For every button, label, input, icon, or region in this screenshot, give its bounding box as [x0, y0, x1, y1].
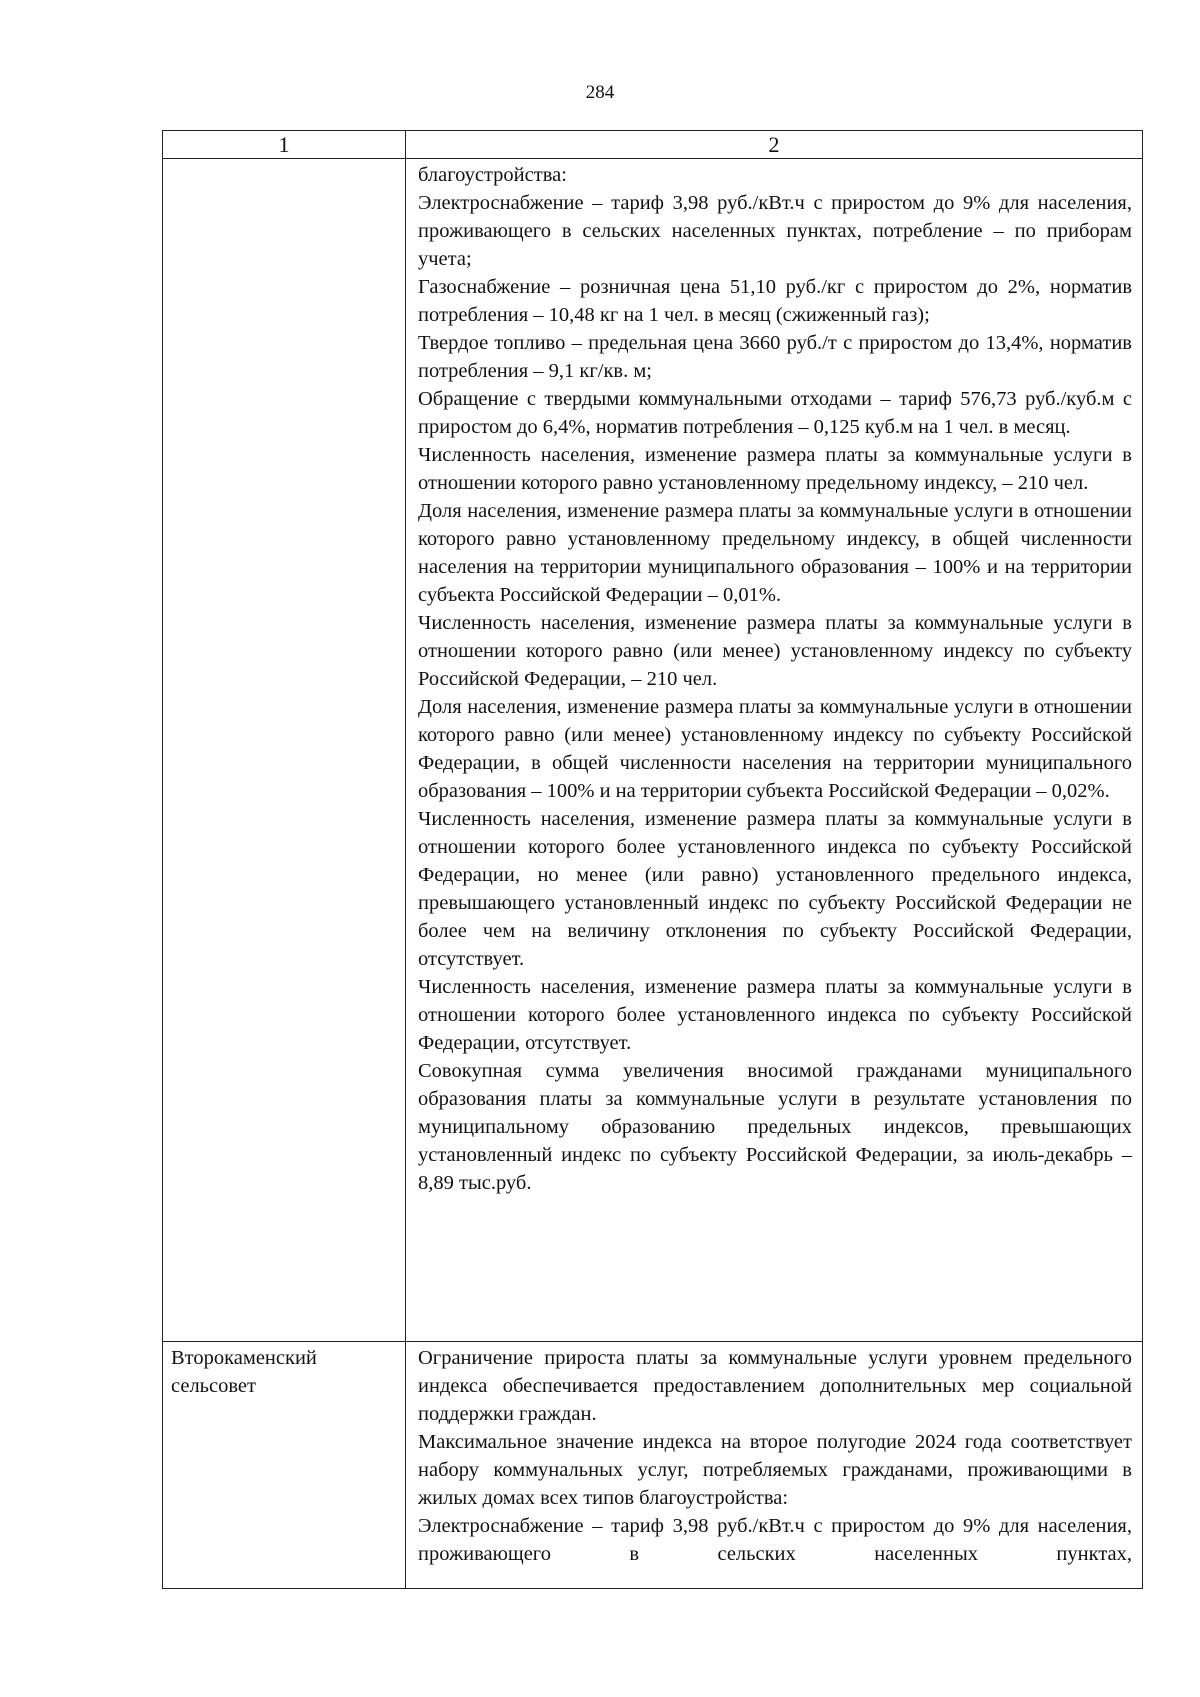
paragraph: благоустройства: [418, 164, 567, 186]
paragraph: Численность населения, изменение размера платы за коммунальные услуги в отношении которого более установленного индекса по субъекту Российской Федерации, но менее (или равно) установленного предельного индекса, превышающего установленный индекс по субъекту Российской Федерации не более чем на величину отклонения по субъекту Российской Федерации, отсутствует. [418, 808, 1132, 970]
paragraph: Численность населения, изменение размера платы за коммунальные услуги в отношении которого более установленного индекса по субъекту Российской Федерации, отсутствует. [418, 976, 1132, 1054]
description-cell [406, 159, 1143, 1342]
paragraph: Электроснабжение – тариф 3,98 руб./кВт.ч с приростом до 9% для населения, проживающего в сельских населенных пунктах, [418, 1515, 1132, 1565]
paragraph: Обращение с твердыми коммунальными отходами – тариф 576,73 руб./куб.м с приростом до 6,4%, норматив потребления – 0,125 куб.м на 1 чел. в месяц. [418, 388, 1132, 438]
description-cell [406, 1342, 1143, 1589]
municipality-name-line: Второкаменский [171, 1347, 317, 1369]
paragraph: Доля населения, изменение размера платы за коммунальные услуги в отношении которого равно (или менее) установленному индексу по субъекту Российской Федерации, в общей численности населения на территории муниципального образования – 100% и на территории субъекта Российской Федерации – 0,02%. [418, 696, 1132, 802]
page-number: 284 [585, 82, 615, 103]
column-header-1: 1 [163, 131, 406, 159]
column-header-2: 2 [406, 131, 1143, 159]
paragraph: Доля населения, изменение размера платы за коммунальные услуги в отношении которого равно установленному предельному индексу, в общей численности населения на территории муниципального образования – 100% и на территории субъекта Российской Федерации – 0,01%. [418, 500, 1132, 606]
paragraph: Численность населения, изменение размера платы за коммунальные услуги в отношении которого равно установленному предельному индексу, – 210 чел. [418, 444, 1132, 494]
paragraph: Максимальное значение индекса на второе полугодие 2024 года соответствует набору коммунальных услуг, потребляемых гражданами, проживающими в жилых домах всех типов благоустройства: [418, 1431, 1132, 1509]
paragraph: Численность населения, изменение размера платы за коммунальные услуги в отношении которого равно (или менее) установленному индексу по субъекту Российской Федерации, – 210 чел. [418, 612, 1132, 690]
document-table [162, 130, 1143, 1589]
table-row [163, 159, 1143, 1342]
municipality-name-line: сельсовет [171, 1375, 256, 1397]
paragraph: Совокупная сумма увеличения вносимой гражданами муниципального образования платы за коммунальные услуги в результате установления по муниципальному образованию предельных индексов, превышающих установленный индекс по субъекту Российской Федерации, за июль-декабрь – 8,89 тыс.руб. [418, 1060, 1132, 1194]
table-row [163, 1342, 1143, 1589]
table-header-row [163, 131, 1143, 159]
municipality-cell [163, 1342, 406, 1589]
paragraph: Ограничение прироста платы за коммунальные услуги уровнем предельного индекса обеспечивается предоставлением дополнительных мер социальной поддержки граждан. [418, 1347, 1132, 1425]
municipality-cell [163, 159, 406, 1342]
paragraph: Электроснабжение – тариф 3,98 руб./кВт.ч с приростом до 9% для населения, проживающего в сельских населенных пунктах, потребление – по приборам учета; [418, 192, 1132, 270]
paragraph: Газоснабжение – розничная цена 51,10 руб./кг с приростом до 2%, норматив потребления – 10,48 кг на 1 чел. в месяц (сжиженный газ); [418, 276, 1132, 326]
paragraph: Твердое топливо – предельная цена 3660 руб./т с приростом до 13,4%, норматив потребления – 9,1 кг/кв. м; [418, 332, 1132, 382]
